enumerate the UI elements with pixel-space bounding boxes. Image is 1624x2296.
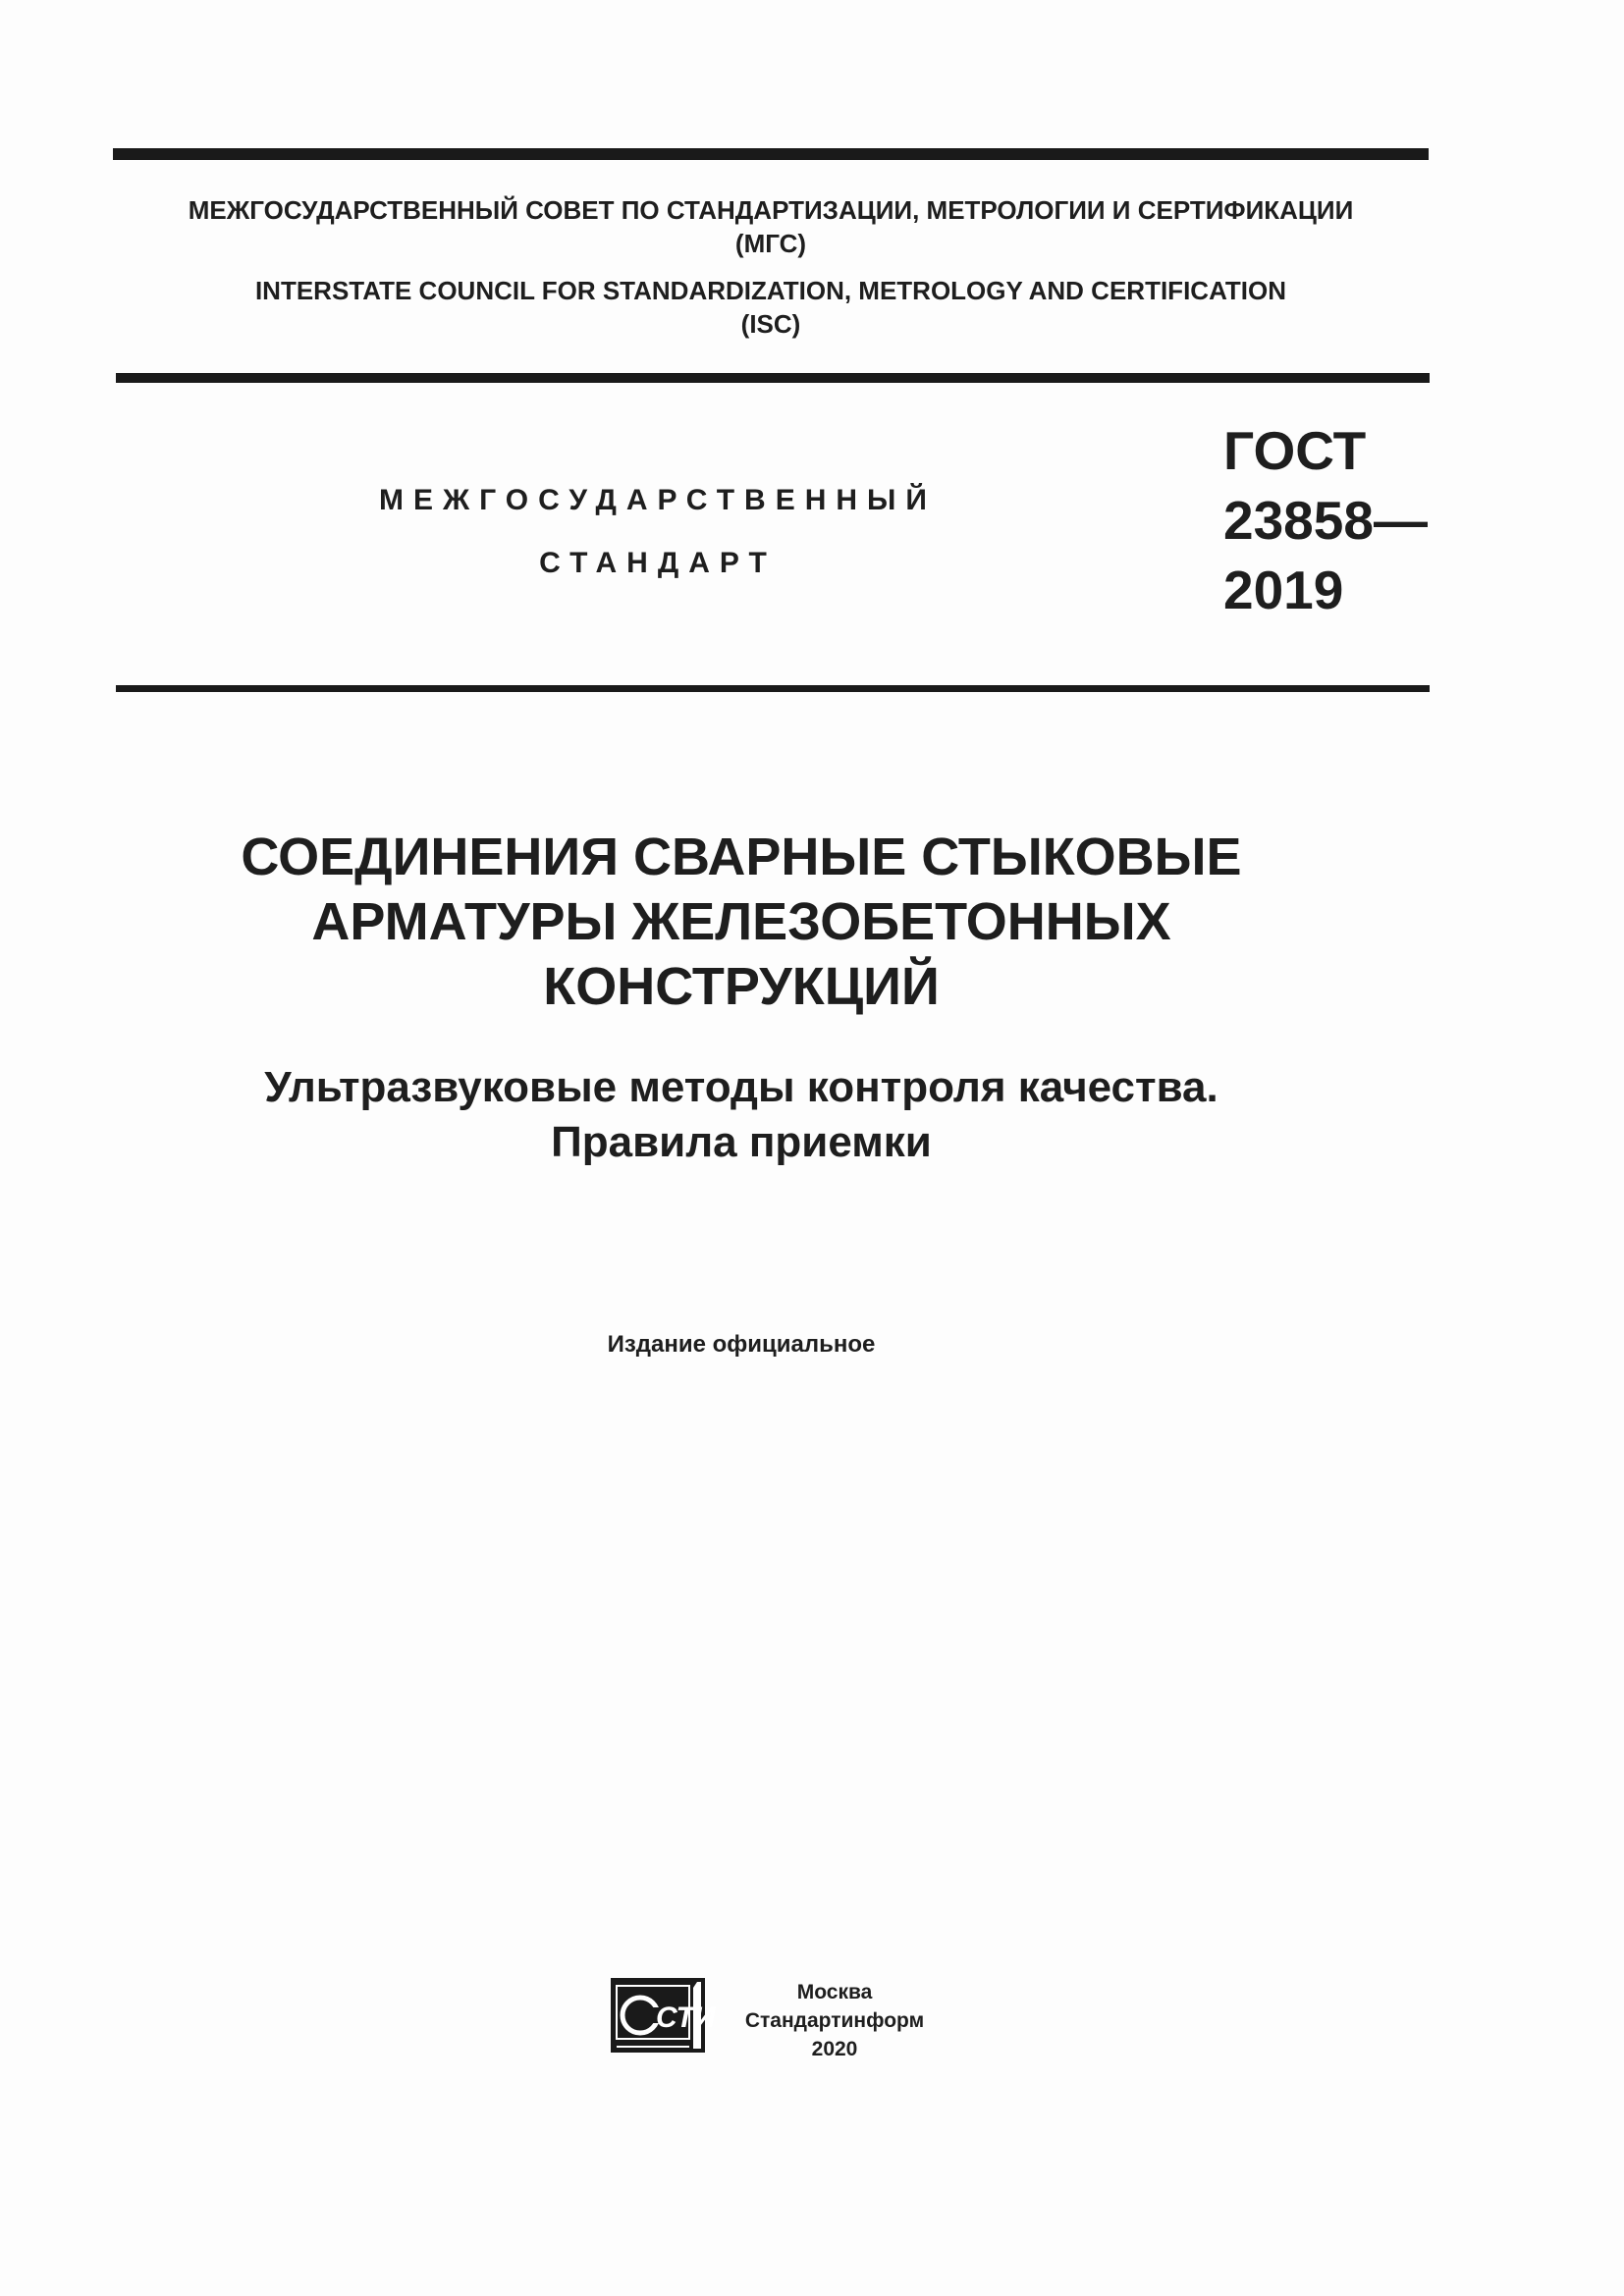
title-line1: СОЕДИНЕНИЯ СВАРНЫЕ СТЫКОВЫЕ [241,828,1242,886]
logo-text: СТИ [656,2002,716,2034]
council-name-en-line: INTERSTATE COUNCIL FOR STANDARDIZATION, METROLOGY AND CERTIFICATION [254,276,1287,305]
subtitle-line1: Ультразвуковые методы контроля качества. [264,1063,1218,1111]
publisher-city: Москва [796,1981,873,2003]
standard-kind-line2: СТАНДАРТ [539,547,777,579]
gost-designation [1223,416,1428,625]
gost-year: 2019 [1223,560,1344,620]
top-rule [113,148,1429,160]
title-line3: КОНСТРУКЦИЙ [543,957,940,1016]
title-line2: АРМАТУРЫ ЖЕЛЕЗОБЕТОННЫХ [311,892,1171,951]
subtitle-line2: Правила приемки [551,1118,932,1166]
edition-note: Издание официальное [607,1331,876,1358]
council-name-ru-line: МЕЖГОСУДАРСТВЕННЫЙ СОВЕТ ПО СТАНДАРТИЗАЦИИ, МЕТРОЛОГИИ И СЕРТИФИКАЦИИ [188,195,1354,225]
council-name-ru [113,193,1429,260]
gost-number: 23858— [1223,490,1428,551]
publisher-block [717,1978,952,2063]
standard-kind [349,469,967,595]
standartinform-logo-icon [611,1978,716,2053]
document-subtitle [83,1060,1399,1170]
standard-kind-line1: МЕЖГОСУДАРСТВЕННЫЙ [379,484,937,516]
publisher-year: 2020 [811,2038,858,2060]
middle-rule [116,373,1430,383]
council-abbr-ru: (МГС) [734,229,807,258]
gost-label: ГОСТ [1223,420,1367,481]
lower-rule [116,685,1430,692]
document-title [83,825,1399,1019]
publisher-name: Стандартинформ [744,2009,925,2032]
council-name-en [113,274,1429,341]
council-abbr-en: (ISC) [740,309,801,339]
